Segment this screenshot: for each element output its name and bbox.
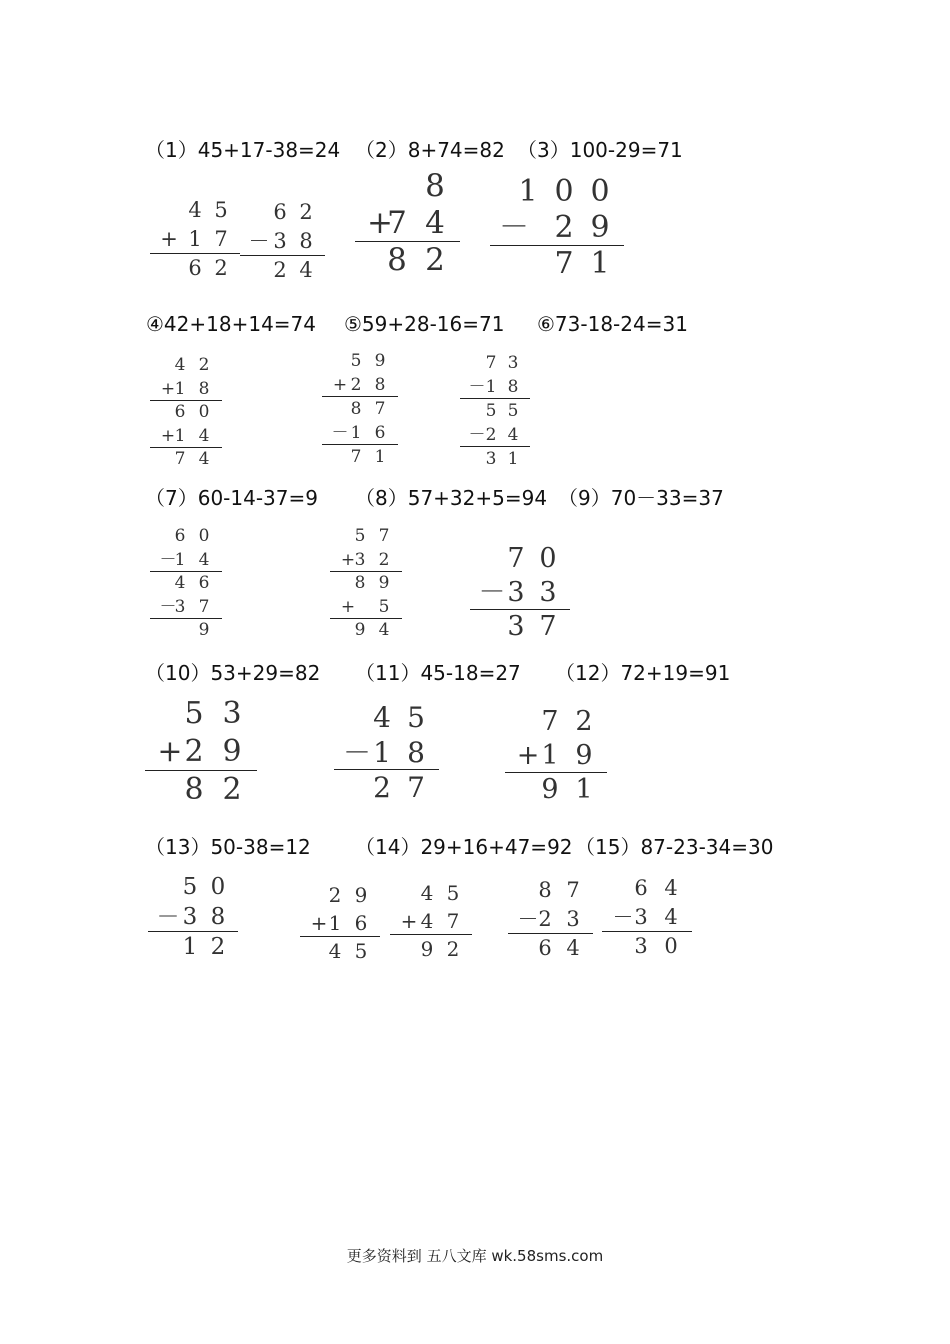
problem-label: （11）45-18=27 xyxy=(355,661,521,685)
operator: + xyxy=(160,227,178,251)
calc-row xyxy=(334,770,439,805)
calc-row xyxy=(322,421,398,445)
digit: 4 xyxy=(198,449,210,469)
digit: 9 xyxy=(222,734,242,769)
calc-row xyxy=(355,205,460,242)
digit: 3 xyxy=(507,611,525,642)
operator: － xyxy=(331,423,349,443)
digit: 3 xyxy=(273,229,287,253)
digit: 8 xyxy=(425,168,445,204)
digit: 6 xyxy=(174,526,186,546)
digit: 7 xyxy=(566,878,580,902)
digit: 5 xyxy=(350,351,362,371)
problem-label: （2）8+74=82 xyxy=(355,138,505,162)
digit: 1 xyxy=(373,736,391,769)
digit: 8 xyxy=(198,378,210,399)
digit: 4 xyxy=(174,355,186,375)
digit: 7 xyxy=(446,909,460,933)
calc-row xyxy=(150,378,222,402)
digit: 8 xyxy=(184,772,204,807)
operator: － xyxy=(342,736,371,769)
digit: 3 xyxy=(634,934,648,958)
calc-row xyxy=(240,256,325,285)
calc-row xyxy=(505,705,607,739)
calc-row xyxy=(322,445,398,469)
digit: 7 xyxy=(198,596,210,617)
vertical-calc-8 xyxy=(330,525,402,647)
digit: 1 xyxy=(174,549,186,570)
calc-row xyxy=(334,700,439,735)
calc-row xyxy=(330,572,402,596)
calc-row xyxy=(355,168,460,205)
digit: 3 xyxy=(222,696,242,731)
digit: 2 xyxy=(214,256,228,280)
digit: 2 xyxy=(210,934,226,960)
digit: 8 xyxy=(407,736,425,769)
calc-row xyxy=(145,771,257,809)
calc-row xyxy=(150,572,222,596)
calc-row xyxy=(490,210,624,246)
calc-row xyxy=(460,351,530,375)
digit: 9 xyxy=(590,210,610,245)
operator: － xyxy=(159,549,177,570)
digit: 3 xyxy=(539,577,557,608)
operator: － xyxy=(468,377,486,397)
calc-row xyxy=(145,695,257,733)
digit: 9 xyxy=(378,573,390,593)
problem-label: （10）53+29=82 xyxy=(145,661,321,685)
vertical-calc-13 xyxy=(148,872,238,966)
digit: 1 xyxy=(174,378,186,399)
calc-row xyxy=(300,909,380,937)
operator: + xyxy=(340,549,356,570)
digit: 0 xyxy=(539,543,557,574)
vertical-calc-1b xyxy=(240,198,325,289)
calc-row xyxy=(355,242,460,279)
calc-row xyxy=(490,174,624,210)
calc-row xyxy=(490,246,624,282)
digit: 1 xyxy=(541,740,559,771)
digit: 6 xyxy=(354,911,368,935)
operator: － xyxy=(612,905,634,929)
footer-text: 更多资料到 五八文库 wk.58sms.com xyxy=(346,1247,604,1265)
digit: 4 xyxy=(299,258,313,282)
calc-row xyxy=(330,549,402,573)
digit: 9 xyxy=(420,937,434,961)
digit: 2 xyxy=(446,937,460,961)
calc-row xyxy=(150,425,222,449)
digit: 8 xyxy=(374,375,386,395)
operator: + xyxy=(332,375,348,395)
digit: 4 xyxy=(420,909,434,933)
digit: 7 xyxy=(554,246,574,281)
calc-row xyxy=(145,733,257,771)
digit: 8 xyxy=(538,878,552,902)
calc-row xyxy=(150,525,222,549)
calc-row xyxy=(150,448,222,472)
operator: － xyxy=(156,904,180,930)
calc-row xyxy=(330,596,402,620)
operator: + xyxy=(516,740,540,771)
problem-label: （1）45+17-38=24 xyxy=(145,138,341,162)
calc-row xyxy=(508,934,593,963)
problem-label: （9）70－33=37 xyxy=(558,486,724,510)
digit: 2 xyxy=(373,771,391,804)
calc-row xyxy=(322,397,398,421)
digit: 9 xyxy=(354,883,368,907)
operator: + xyxy=(157,734,183,769)
calc-row xyxy=(460,375,530,399)
digit: 6 xyxy=(198,573,210,593)
digit: 4 xyxy=(664,905,678,929)
digit: 7 xyxy=(214,227,228,251)
problem-label: （15）87-23-34=30 xyxy=(575,835,774,859)
calc-row xyxy=(148,872,238,902)
vertical-calc-14b xyxy=(390,879,472,967)
digit: 1 xyxy=(350,423,362,443)
digit: 2 xyxy=(554,210,574,245)
calc-row xyxy=(150,549,222,573)
digit: 4 xyxy=(198,549,210,570)
digit: 1 xyxy=(374,447,386,467)
digit: 2 xyxy=(328,883,342,907)
digit: 5 xyxy=(182,874,198,900)
calc-row xyxy=(460,423,530,447)
digit: 1 xyxy=(328,911,342,935)
calc-row xyxy=(150,596,222,620)
vertical-calc-15a xyxy=(508,876,593,967)
digit: 3 xyxy=(485,449,497,469)
digit: 5 xyxy=(354,526,366,546)
calc-row xyxy=(334,735,439,770)
digit: 5 xyxy=(378,596,390,617)
digit: 1 xyxy=(174,425,186,446)
digit: 1 xyxy=(518,174,538,209)
calc-row xyxy=(322,373,398,397)
calc-row xyxy=(150,354,222,378)
digit: 5 xyxy=(354,939,368,963)
digit: 4 xyxy=(507,425,519,445)
digit: 8 xyxy=(507,377,519,397)
digit: 4 xyxy=(566,936,580,960)
vertical-calc-3 xyxy=(490,174,624,286)
calc-row xyxy=(460,399,530,423)
digit: 0 xyxy=(198,526,210,546)
digit: 9 xyxy=(354,620,366,640)
digit: 0 xyxy=(198,402,210,422)
problem-label: （14）29+16+47=92 xyxy=(355,835,573,859)
digit: 1 xyxy=(188,227,202,251)
digit: 9 xyxy=(541,774,559,805)
digit: 2 xyxy=(538,907,552,931)
problem-label: ⑥73-18-24=31 xyxy=(537,312,688,336)
digit: 3 xyxy=(354,549,366,570)
problem-label: （3）100-29=71 xyxy=(517,138,683,162)
problem-label: ④42+18+14=74 xyxy=(146,312,316,336)
digit: 2 xyxy=(485,425,497,445)
digit: 7 xyxy=(350,447,362,467)
digit: 2 xyxy=(350,375,362,395)
calc-row xyxy=(330,619,402,643)
operator: + xyxy=(160,378,176,399)
calc-row xyxy=(150,619,222,643)
digit: 2 xyxy=(198,355,210,375)
digit: 0 xyxy=(554,174,574,209)
digit: 4 xyxy=(420,881,434,905)
digit: 7 xyxy=(507,543,525,574)
digit: 4 xyxy=(373,701,391,734)
digit: 5 xyxy=(446,881,460,905)
digit: 6 xyxy=(273,200,287,224)
digit: 4 xyxy=(188,198,202,222)
vertical-calc-1a xyxy=(150,196,240,287)
calc-row xyxy=(470,610,570,644)
problem-label: ⑤59+28-16=71 xyxy=(344,312,505,336)
vertical-calc-14a xyxy=(300,881,380,969)
calc-row xyxy=(390,879,472,907)
calc-row xyxy=(505,739,607,773)
digit: 6 xyxy=(188,256,202,280)
calc-row xyxy=(322,349,398,373)
digit: 6 xyxy=(174,402,186,422)
operator: + xyxy=(310,911,328,935)
digit: 1 xyxy=(590,246,610,281)
calc-row xyxy=(240,227,325,256)
digit: 7 xyxy=(541,706,559,737)
digit: 3 xyxy=(507,577,525,608)
digit: 1 xyxy=(507,449,519,469)
digit: 3 xyxy=(566,907,580,931)
digit: 7 xyxy=(539,611,557,642)
vertical-calc-5 xyxy=(322,349,398,473)
digit: 2 xyxy=(575,706,593,737)
operator: + xyxy=(340,596,356,617)
digit: 8 xyxy=(350,399,362,419)
digit: 1 xyxy=(485,377,497,397)
operator: + xyxy=(400,909,418,933)
calc-row xyxy=(460,447,530,471)
calc-row xyxy=(150,254,240,283)
digit: 2 xyxy=(273,258,287,282)
operator: － xyxy=(159,596,177,617)
digit: 4 xyxy=(664,876,678,900)
calc-row xyxy=(508,876,593,905)
operator: + xyxy=(367,205,393,241)
vertical-calc-9 xyxy=(470,542,570,648)
digit: 6 xyxy=(538,936,552,960)
digit: 7 xyxy=(374,399,386,419)
vertical-calc-15b xyxy=(602,874,692,965)
problem-label: （13）50-38=12 xyxy=(145,835,311,859)
operator: － xyxy=(248,229,270,253)
calc-row xyxy=(240,198,325,227)
calc-row xyxy=(148,902,238,932)
calc-row xyxy=(602,932,692,961)
digit: 9 xyxy=(198,620,210,640)
digit: 4 xyxy=(328,939,342,963)
digit: 1 xyxy=(182,934,198,960)
calc-row xyxy=(390,935,472,963)
digit: 3 xyxy=(634,905,648,929)
calc-row xyxy=(150,225,240,254)
digit: 6 xyxy=(634,876,648,900)
problem-label: （12）72+19=91 xyxy=(555,661,731,685)
digit: 8 xyxy=(387,242,407,278)
digit: 5 xyxy=(407,701,425,734)
digit: 3 xyxy=(507,353,519,373)
digit: 5 xyxy=(485,401,497,421)
digit: 0 xyxy=(210,874,226,900)
digit: 1 xyxy=(575,774,593,805)
digit: 4 xyxy=(174,573,186,593)
digit: 7 xyxy=(378,526,390,546)
problem-label: （7）60-14-37=9 xyxy=(145,486,318,510)
operator: － xyxy=(478,577,506,608)
vertical-calc-2 xyxy=(355,168,460,283)
digit: 3 xyxy=(174,596,186,617)
vertical-calc-7 xyxy=(150,525,222,647)
digit: 0 xyxy=(590,174,610,209)
digit: 6 xyxy=(374,423,386,443)
digit: 4 xyxy=(425,205,445,241)
digit: 9 xyxy=(575,740,593,771)
vertical-calc-11 xyxy=(334,700,439,809)
digit: 3 xyxy=(182,904,198,930)
digit: 4 xyxy=(378,620,390,640)
digit: 0 xyxy=(664,934,678,958)
problem-label: （8）57+32+5=94 xyxy=(355,486,548,510)
calc-row xyxy=(602,874,692,903)
calc-row xyxy=(470,542,570,576)
calc-row xyxy=(150,196,240,225)
vertical-calc-10 xyxy=(145,695,257,813)
calc-row xyxy=(470,576,570,610)
vertical-calc-4 xyxy=(150,354,222,476)
operator: － xyxy=(517,907,539,931)
operator: + xyxy=(160,425,176,446)
digit: 5 xyxy=(507,401,519,421)
calc-row xyxy=(150,401,222,425)
digit: 4 xyxy=(198,425,210,446)
calc-row xyxy=(300,881,380,909)
digit: 2 xyxy=(425,242,445,278)
digit: 2 xyxy=(184,734,204,769)
calc-row xyxy=(505,773,607,807)
digit: 7 xyxy=(387,205,407,241)
digit: 2 xyxy=(378,549,390,570)
calc-row xyxy=(330,525,402,549)
digit: 8 xyxy=(299,229,313,253)
calc-row xyxy=(508,905,593,934)
digit: 7 xyxy=(485,353,497,373)
calc-row xyxy=(390,907,472,935)
calc-row xyxy=(148,932,238,962)
calc-row xyxy=(602,903,692,932)
digit: 2 xyxy=(222,772,242,807)
digit: 5 xyxy=(184,696,204,731)
operator: － xyxy=(499,210,529,245)
digit: 5 xyxy=(214,198,228,222)
calc-row xyxy=(300,937,380,965)
digit: 7 xyxy=(407,771,425,804)
digit: 9 xyxy=(374,351,386,371)
digit: 8 xyxy=(354,573,366,593)
digit: 7 xyxy=(174,449,186,469)
digit: 2 xyxy=(299,200,313,224)
digit: 8 xyxy=(210,904,226,930)
vertical-calc-12 xyxy=(505,705,607,811)
vertical-calc-6 xyxy=(460,351,530,475)
operator: － xyxy=(468,425,486,445)
